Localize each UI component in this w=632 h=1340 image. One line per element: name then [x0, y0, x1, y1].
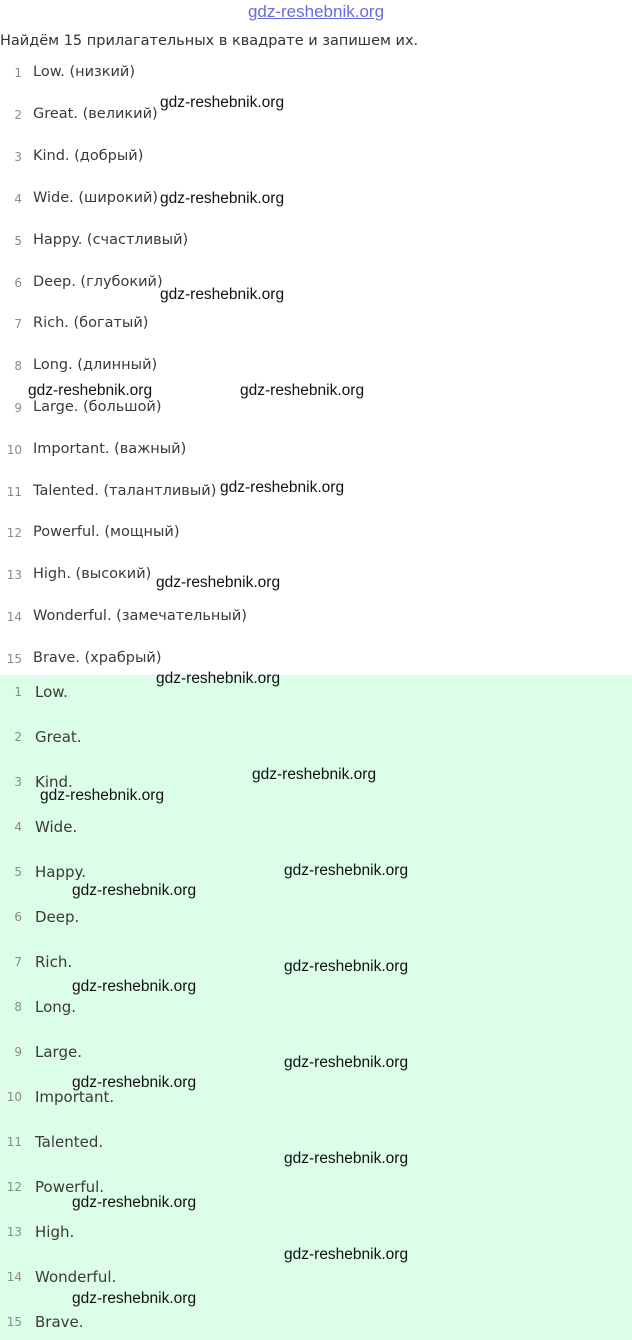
- item-number: 4: [14, 820, 22, 834]
- item-number: 15: [6, 1315, 22, 1329]
- item-text: Rich.: [35, 953, 73, 971]
- watermark: gdz-reshebnik.org: [72, 1290, 197, 1307]
- item-text: Powerful.: [35, 1178, 105, 1196]
- item-text: High. (высокий): [33, 566, 152, 582]
- item-text: Powerful. (мощный): [33, 524, 180, 540]
- item-text: Deep. (глубокий): [33, 274, 163, 290]
- item-number: 11: [6, 485, 22, 499]
- item-text: High.: [35, 1223, 75, 1241]
- watermark: gdz-reshebnik.org: [284, 1054, 409, 1071]
- item-number: 13: [6, 1225, 22, 1239]
- watermark: gdz-reshebnik.org: [160, 190, 285, 207]
- watermark: gdz-reshebnik.org: [28, 382, 153, 399]
- item-number: 5: [14, 234, 22, 248]
- item-text: Talented.: [35, 1133, 104, 1151]
- item-number: 5: [14, 865, 22, 879]
- item-text: Great. (великий): [33, 106, 158, 122]
- item-text: Long.: [35, 998, 77, 1016]
- item-number: 14: [6, 610, 22, 624]
- item-number: 6: [14, 910, 22, 924]
- item-number: 14: [6, 1270, 22, 1284]
- item-text: Important. (важный): [33, 441, 187, 457]
- watermark: gdz-reshebnik.org: [156, 574, 281, 591]
- item-number: 2: [14, 108, 22, 122]
- item-text: Rich. (богатый): [33, 315, 149, 331]
- item-text: Important.: [35, 1088, 115, 1106]
- watermark: gdz-reshebnik.org: [284, 862, 409, 879]
- item-number: 2: [14, 730, 22, 744]
- watermark: gdz-reshebnik.org: [72, 978, 197, 995]
- item-number: 3: [14, 775, 22, 789]
- item-text: Happy. (счастливый): [33, 232, 189, 248]
- watermark: gdz-reshebnik.org: [160, 286, 285, 303]
- item-number: 13: [6, 568, 22, 582]
- item-number: 7: [14, 955, 22, 969]
- item-number: 9: [14, 401, 22, 415]
- watermark: gdz-reshebnik.org: [252, 766, 377, 783]
- watermark: gdz-reshebnik.org: [284, 958, 409, 975]
- item-text: Long. (длинный): [33, 357, 158, 373]
- item-text: Large. (большой): [33, 399, 162, 415]
- watermark: gdz-reshebnik.org: [220, 479, 345, 496]
- item-number: 7: [14, 317, 22, 331]
- task-intro: Найдём 15 прилагательных в квадрате и запишем их.: [0, 33, 419, 49]
- watermark: gdz-reshebnik.org: [72, 1074, 197, 1091]
- watermark: gdz-reshebnik.org: [72, 882, 197, 899]
- item-text: Great.: [35, 728, 82, 746]
- item-number: 8: [14, 359, 22, 373]
- item-text: Wonderful.: [35, 1268, 117, 1286]
- item-number: 4: [14, 192, 22, 206]
- watermark: gdz-reshebnik.org: [72, 1194, 197, 1211]
- item-number: 6: [14, 276, 22, 290]
- item-text: Brave. (храбрый): [33, 650, 162, 666]
- answer-panel: [0, 675, 632, 1340]
- watermark: gdz-reshebnik.org: [240, 382, 365, 399]
- item-text: Wide.: [35, 818, 78, 836]
- item-text: Wonderful. (замечательный): [33, 608, 247, 624]
- watermark: gdz-reshebnik.org: [284, 1150, 409, 1167]
- item-text: Kind. (добрый): [33, 148, 144, 164]
- item-number: 1: [14, 66, 22, 80]
- item-number: 3: [14, 150, 22, 164]
- item-number: 11: [6, 1135, 22, 1149]
- item-text: Kind.: [35, 773, 73, 791]
- item-text: Brave.: [35, 1313, 84, 1331]
- item-number: 10: [6, 443, 22, 457]
- item-text: Low.: [35, 683, 68, 701]
- item-number: 1: [14, 685, 22, 699]
- watermark: gdz-reshebnik.org: [40, 787, 165, 804]
- item-text: Talented. (талантливый): [33, 483, 217, 499]
- watermark: gdz-reshebnik.org: [160, 94, 285, 111]
- item-number: 12: [6, 526, 22, 540]
- watermark: gdz-reshebnik.org: [284, 1246, 409, 1263]
- item-number: 15: [6, 652, 22, 666]
- watermark: gdz-reshebnik.org: [156, 670, 281, 687]
- site-header-link[interactable]: gdz-reshebnik.org: [247, 2, 385, 21]
- item-number: 12: [6, 1180, 22, 1194]
- item-text: Low. (низкий): [33, 64, 135, 80]
- item-number: 9: [14, 1045, 22, 1059]
- item-text: Deep.: [35, 908, 80, 926]
- item-number: 8: [14, 1000, 22, 1014]
- item-number: 10: [6, 1090, 22, 1104]
- item-text: Large.: [35, 1043, 82, 1061]
- item-text: Wide. (широкий): [33, 190, 159, 206]
- item-text: Happy.: [35, 863, 87, 881]
